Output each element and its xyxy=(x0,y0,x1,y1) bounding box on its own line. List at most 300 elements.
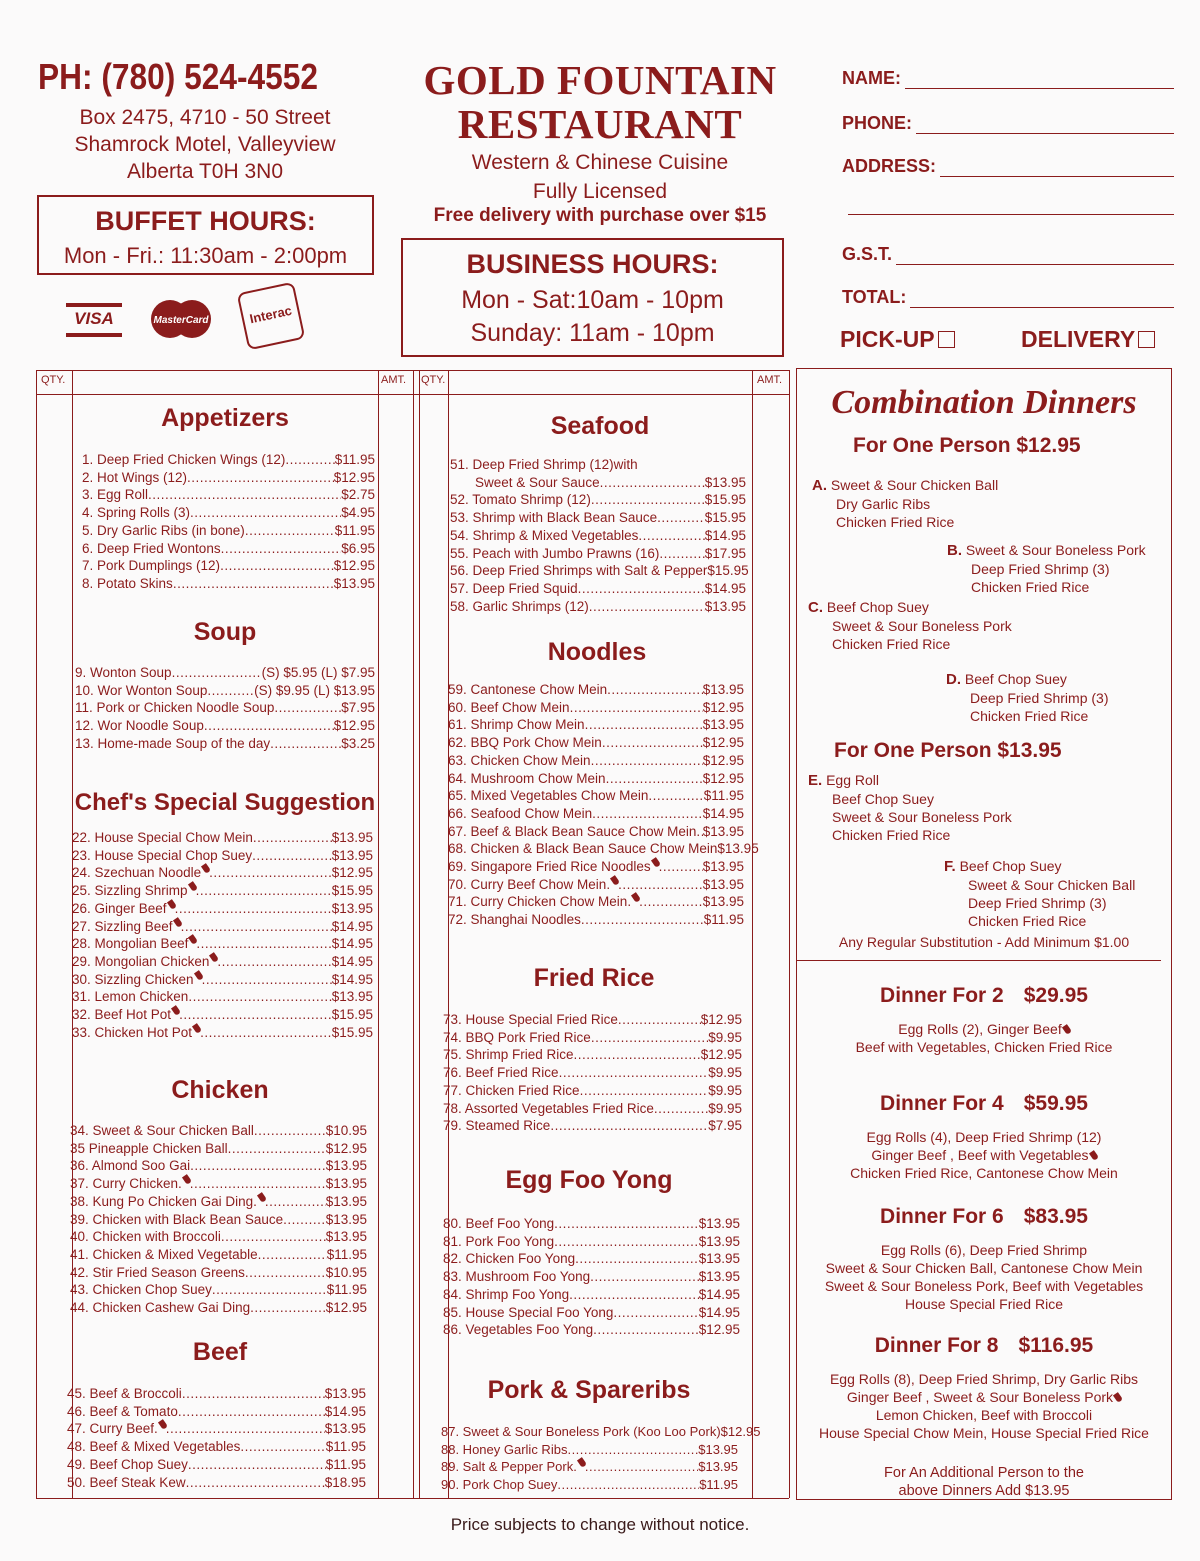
dinner-line-text: Beef with Vegetables, Chicken Fried Rice xyxy=(855,1039,1113,1055)
restaurant-name xyxy=(380,58,820,146)
item-name: 6. Deep Fried Wontons xyxy=(82,540,221,556)
menu-item xyxy=(82,557,375,575)
menu-item xyxy=(72,1006,373,1024)
menu-item xyxy=(450,562,749,580)
price-disclaimer: Price subjects to change without notice. xyxy=(450,1515,750,1534)
combo-b xyxy=(947,541,1146,596)
business-hours-weekday: Mon - Sat:10am - 10pm xyxy=(461,286,724,314)
business-hours-title: BUSINESS HOURS: xyxy=(466,249,719,279)
menu-item xyxy=(448,770,744,788)
menu-list-noodles xyxy=(448,681,759,929)
address-line-1: Box 2475, 4710 - 50 Street xyxy=(79,106,331,129)
leader-dots xyxy=(554,1233,699,1251)
item-name: 68. Chicken & Black Bean Sauce Chow Mein xyxy=(448,841,718,857)
menu-item xyxy=(70,1140,367,1158)
menu-item xyxy=(448,823,744,841)
pickup-option[interactable] xyxy=(840,326,955,353)
menu-item xyxy=(450,509,746,527)
leader-dots xyxy=(220,557,334,575)
seafood-items xyxy=(450,474,749,616)
item-name: 45. Beef & Broccoli xyxy=(67,1386,182,1401)
menu-item xyxy=(72,847,373,865)
dinner-contents xyxy=(796,1370,1172,1442)
section-title-chicken: Chicken xyxy=(171,1076,269,1104)
leader-dots xyxy=(173,575,334,593)
dinner-line-text: Egg Rolls (8), Deep Fried Shrimp, Dry Garlic Ribs xyxy=(829,1371,1139,1387)
dinner-line-text: Sweet & Sour Boneless Pork, Beef with Vegetables xyxy=(824,1278,1144,1294)
menu-item xyxy=(443,1321,740,1339)
item-name: 75. Shrimp Fried Rice xyxy=(443,1047,574,1063)
menu-item xyxy=(443,1304,740,1322)
item-name: 88. Honey Garlic Ribs xyxy=(441,1441,568,1457)
item-price: $13.95 xyxy=(325,1176,367,1192)
item-name: 38. Kung Po Chicken Gai Ding. xyxy=(70,1193,257,1209)
leader-dots xyxy=(557,1476,699,1494)
menu-item xyxy=(70,1193,367,1211)
buffet-hours-box xyxy=(37,195,374,275)
section-title-pork: Pork & Spareribs xyxy=(487,1376,691,1404)
item-name: Sweet & Sour Sauce xyxy=(475,474,600,490)
amt-header: AMT. xyxy=(757,374,783,386)
item-price: $9.95 xyxy=(708,1082,742,1098)
leader-dots xyxy=(659,858,703,876)
item-name: 5. Dry Garlic Ribs (in bone) xyxy=(82,522,245,538)
combo-line xyxy=(812,495,998,513)
item-name: 64. Mushroom Chow Mein xyxy=(448,770,606,786)
item-price: $7.95 xyxy=(708,1118,742,1134)
dinner-contents xyxy=(796,1020,1172,1056)
item-name: 4. Spring Rolls (3) xyxy=(82,505,191,521)
leader-dots xyxy=(283,1211,326,1229)
item-name: 80. Beef Foo Yong xyxy=(443,1216,555,1231)
item-name: 70. Curry Beef Chow Mein. xyxy=(448,876,611,892)
item-name: 46. Beef & Tomato xyxy=(67,1403,178,1419)
item-name: 52. Tomato Shrimp (12) xyxy=(450,492,591,508)
item-name: 7. Pork Dumplings (12) xyxy=(82,558,221,574)
leader-dots xyxy=(188,988,331,1006)
item-name: 27. Sizzling Beef xyxy=(72,918,173,934)
leader-dots xyxy=(554,1215,699,1233)
address-field[interactable] xyxy=(842,156,1174,177)
item-price: $13.95 xyxy=(331,830,373,845)
section-title-chef: Chef's Special Suggestion xyxy=(74,789,376,816)
leader-dots xyxy=(657,509,705,527)
col-rule xyxy=(413,370,414,1498)
dinner-line xyxy=(796,1424,1172,1442)
menu-list-egg-foo-yong xyxy=(443,1215,740,1339)
item-name: 72. Shanghai Noodles xyxy=(448,912,581,928)
menu-item xyxy=(72,900,373,918)
dinner-contents xyxy=(796,1241,1172,1313)
item-name: 90. Pork Chop Suey xyxy=(441,1477,558,1493)
menu-item xyxy=(443,1064,742,1082)
business-hours-sunday: Sunday: 11am - 10pm xyxy=(470,319,715,347)
menu-item xyxy=(75,682,375,700)
item-name: 81. Pork Foo Yong xyxy=(443,1233,555,1249)
restaurant-name-line-1: GOLD FOUNTAIN xyxy=(423,57,777,103)
hot-chili-icon xyxy=(1062,1024,1072,1035)
combo-line xyxy=(947,578,1146,596)
item-name: 2. Hot Wings (12) xyxy=(82,469,188,485)
section-title-fried-rice: Fried Rice xyxy=(533,964,655,992)
combo-item: Sweet & Sour Boneless Pork xyxy=(832,618,1012,634)
item-price: $13.95 xyxy=(331,900,373,916)
menu-item xyxy=(72,1024,373,1042)
menu-item xyxy=(67,1456,366,1474)
item-name: 40. Chicken with Broccoli xyxy=(70,1229,221,1245)
item-price: $15.95 xyxy=(331,1007,373,1023)
item-price: $18.95 xyxy=(324,1474,366,1490)
combo-line xyxy=(808,790,1012,808)
combo-item: Deep Fried Shrimp (3) xyxy=(970,690,1109,706)
menu-item xyxy=(450,545,746,563)
item-price: $15.95 xyxy=(331,883,373,899)
delivery-option[interactable] xyxy=(1021,326,1155,353)
address-label: ADDRESS: xyxy=(842,156,937,176)
menu-item xyxy=(82,486,375,504)
item-name: 13. Home-made Soup of the day xyxy=(75,735,271,751)
item-name: 53. Shrimp with Black Bean Sauce xyxy=(450,510,658,526)
menu-item xyxy=(75,699,375,717)
dinner-line xyxy=(796,1128,1172,1146)
leader-dots xyxy=(618,876,703,894)
menu-item xyxy=(443,1250,740,1268)
item-name: 12. Wor Noodle Soup xyxy=(75,718,204,734)
pickup-checkbox[interactable] xyxy=(938,331,955,348)
item-price: $13.95 xyxy=(325,1211,367,1227)
combo-letter: A. xyxy=(812,477,827,494)
menu-item xyxy=(82,540,375,558)
combo-item: Beef Chop Suey xyxy=(959,858,1062,874)
item-price: $11.95 xyxy=(703,912,744,928)
combo-line xyxy=(947,541,1146,560)
item-price: $13.95 xyxy=(324,1421,366,1437)
item-name: 78. Assorted Vegetables Fried Rice xyxy=(443,1100,654,1116)
leader-dots xyxy=(204,717,334,735)
dinner-price: $29.95 xyxy=(1023,984,1088,1007)
item-price: $14.95 xyxy=(331,953,373,969)
combination-title: Combination Dinners xyxy=(831,384,1137,421)
leader-dots xyxy=(202,971,332,989)
item-price: $13.95 xyxy=(702,859,744,875)
delivery-label: DELIVERY xyxy=(1021,326,1136,352)
leader-dots xyxy=(190,1157,326,1175)
leader-dots xyxy=(245,522,335,540)
dinner-name: Dinner For 8 xyxy=(874,1334,999,1357)
item-price: (S) $5.95 (L) $7.95 xyxy=(261,665,375,680)
total-field[interactable] xyxy=(842,287,1174,308)
item-price: $10.95 xyxy=(325,1123,367,1138)
combo-line xyxy=(808,617,1012,635)
leader-dots xyxy=(166,1420,325,1438)
menu-item xyxy=(443,1082,742,1100)
item-price: $13.95 xyxy=(704,598,746,614)
leader-dots xyxy=(178,1403,325,1421)
item-price: $12.95 xyxy=(333,558,375,574)
item-name: 73. House Special Fried Rice xyxy=(443,1012,618,1027)
leader-dots xyxy=(254,1122,326,1140)
item-price: $13.95 xyxy=(702,823,744,839)
combo-letter: C. xyxy=(808,599,823,616)
combo-line xyxy=(944,876,1135,894)
phone-field[interactable] xyxy=(842,113,1174,134)
item-name: 28. Mongolian Beef xyxy=(72,936,189,952)
dinner-line xyxy=(796,1295,1172,1313)
pickup-label: PICK-UP xyxy=(840,326,935,352)
item-name: 26. Ginger Beef xyxy=(72,900,167,916)
menu-item xyxy=(450,491,746,509)
combo-a xyxy=(812,476,998,531)
menu-list-seafood xyxy=(450,456,749,615)
menu-item xyxy=(448,911,744,929)
dinner-line xyxy=(796,1241,1172,1259)
combo-line xyxy=(947,560,1146,578)
combo-price-13: For One Person $13.95 xyxy=(834,739,1062,762)
gst-field[interactable] xyxy=(842,244,1174,265)
dinner-line-text: Egg Rolls (2), Ginger Beef xyxy=(898,1021,1062,1037)
leader-dots xyxy=(591,752,703,770)
leader-dots xyxy=(638,527,704,545)
menu-item xyxy=(70,1157,367,1175)
leader-dots xyxy=(190,504,341,522)
leader-dots xyxy=(200,1024,332,1042)
combo-item: Chicken Fried Rice xyxy=(832,636,951,652)
menu-item xyxy=(70,1264,367,1282)
menu-item xyxy=(70,1246,367,1264)
dinner-price: $83.95 xyxy=(1023,1205,1088,1228)
combo-item: Chicken Fried Rice xyxy=(832,827,951,843)
leader-dots xyxy=(569,1286,699,1304)
item-name: 37. Curry Chicken. xyxy=(70,1176,182,1192)
leader-dots xyxy=(172,664,262,682)
item-price: $9.95 xyxy=(708,1100,742,1116)
leader-dots xyxy=(221,1228,326,1246)
dinner-line xyxy=(796,1388,1172,1406)
item-price: $11.95 xyxy=(325,1439,366,1455)
combo-line xyxy=(946,670,1109,689)
item-name: 62. BBQ Pork Chow Mein xyxy=(448,735,602,751)
item-price: $13.95 xyxy=(704,474,746,490)
item-price: $12.95 xyxy=(700,1047,742,1063)
leader-dots xyxy=(212,1281,327,1299)
item-price: $12.95 xyxy=(325,1140,367,1156)
leader-dots xyxy=(250,1299,326,1317)
leader-dots xyxy=(190,1175,326,1193)
combo-item: Deep Fried Shrimp (3) xyxy=(968,895,1107,911)
menu-item xyxy=(82,504,375,522)
name-field[interactable] xyxy=(842,68,1174,89)
item-name: 83. Mushroom Foo Yong xyxy=(443,1269,591,1285)
combo-item: Dry Garlic Ribs xyxy=(836,496,931,512)
additional-person-note xyxy=(796,1464,1172,1500)
leader-dots xyxy=(207,682,254,700)
leader-dots xyxy=(639,893,703,911)
menu-item xyxy=(67,1403,366,1421)
combo-item: Sweet & Sour Boneless Pork xyxy=(832,809,1012,825)
col-rule xyxy=(752,370,753,1498)
item-price: $13.95 xyxy=(333,575,375,591)
item-name: 84. Shrimp Foo Yong xyxy=(443,1286,570,1302)
item-name: 79. Steamed Rice xyxy=(443,1118,551,1134)
dinner-line-text: Egg Rolls (4), Deep Fried Shrimp (12) xyxy=(866,1129,1102,1145)
dinner-title xyxy=(796,1205,1172,1229)
leader-dots xyxy=(188,1456,326,1474)
dinner-line-text: Egg Rolls (6), Deep Fried Shrimp xyxy=(880,1242,1088,1258)
combo-letter: D. xyxy=(946,671,961,688)
dinner-line-text: Sweet & Sour Chicken Ball, Cantonese Chow Mein xyxy=(825,1260,1143,1276)
dinner-title xyxy=(796,1092,1172,1116)
item-price: $14.95 xyxy=(704,527,746,543)
item-name: 51. Deep Fried Shrimp (12)with xyxy=(450,457,638,472)
address-field-line-2[interactable] xyxy=(848,214,1174,215)
combo-item: Chicken Fried Rice xyxy=(971,579,1090,595)
dinner-line xyxy=(796,1406,1172,1424)
licensed-note: Fully Licensed xyxy=(532,180,668,203)
item-name: 61. Shrimp Chow Mein xyxy=(448,717,585,733)
item-name: 43. Chicken Chop Suey xyxy=(70,1282,212,1298)
menu-item xyxy=(67,1438,366,1456)
dinner-name: Dinner For 2 xyxy=(880,984,1004,1007)
dinner-name: Dinner For 4 xyxy=(880,1092,1004,1115)
combo-item: Sweet & Sour Chicken Ball xyxy=(830,477,999,493)
item-price: $4.95 xyxy=(341,505,375,521)
item-name: 39. Chicken with Black Bean Sauce xyxy=(70,1211,284,1227)
address-line-3: Alberta T0H 3N0 xyxy=(126,160,284,183)
interac-logo: Interac xyxy=(237,282,306,351)
section-title-beef: Beef xyxy=(192,1338,248,1366)
combo-item: Deep Fried Shrimp (3) xyxy=(971,561,1110,577)
menu-item xyxy=(82,451,375,469)
combo-line xyxy=(944,894,1135,912)
leader-dots xyxy=(186,1474,325,1492)
dinner-line-text: Ginger Beef , Beef with Vegetables xyxy=(871,1147,1089,1163)
item-name: 86. Vegetables Foo Yong xyxy=(443,1322,594,1338)
combination-divider xyxy=(797,960,1161,961)
menu-item xyxy=(72,988,373,1006)
leader-dots xyxy=(593,1321,699,1339)
leader-dots xyxy=(602,734,703,752)
item-price: $14.95 xyxy=(698,1304,740,1320)
menu-item xyxy=(70,1175,367,1193)
leader-dots xyxy=(606,770,703,788)
address-line-2: Shamrock Motel, Valleyview xyxy=(74,133,336,156)
menu-item xyxy=(448,840,759,858)
col-rule xyxy=(419,370,420,1498)
item-name: 9. Wonton Soup xyxy=(75,665,172,680)
item-price: $11.95 xyxy=(699,1477,738,1493)
menu-item xyxy=(443,1100,742,1118)
item-price: $13.95 xyxy=(325,1158,367,1174)
menu-list-appetizers xyxy=(82,451,375,593)
menu-item xyxy=(448,699,744,717)
menu-item xyxy=(443,1286,740,1304)
menu-item xyxy=(441,1423,761,1441)
leader-dots xyxy=(228,1140,326,1158)
item-price: $12.95 xyxy=(331,865,373,881)
leader-dots xyxy=(179,1006,332,1024)
item-price: $14.95 xyxy=(702,805,744,821)
item-name: 56. Deep Fried Shrimps with Salt & Pepper xyxy=(450,563,708,579)
section-title-egg-foo-yong: Egg Foo Yong xyxy=(505,1166,673,1194)
leader-dots xyxy=(187,469,334,487)
leader-dots xyxy=(265,1193,326,1211)
qty-header: QTY. xyxy=(41,374,66,386)
combo-line xyxy=(812,513,998,531)
item-name: 54. Shrimp & Mixed Vegetables xyxy=(450,527,639,543)
leader-dots xyxy=(574,1046,701,1064)
item-name: 24. Szechuan Noodle xyxy=(72,865,202,881)
phone-number: PH: (780) 524-4552 xyxy=(38,56,319,97)
item-price: $12.95 xyxy=(700,1012,742,1027)
buffet-hours-value: Mon - Fri.: 11:30am - 2:00pm xyxy=(63,243,348,268)
total-label: TOTAL: xyxy=(842,287,907,307)
item-price: $13.95 xyxy=(698,1459,738,1475)
additional-line-2: above Dinners Add $13.95 xyxy=(898,1483,1070,1499)
item-price: $6.95 xyxy=(341,540,375,556)
combo-item: Chicken Fried Rice xyxy=(836,514,955,530)
menu-item xyxy=(75,664,375,682)
menu-item xyxy=(448,681,744,699)
menu-item xyxy=(450,456,746,474)
item-price: $15.95 xyxy=(704,492,746,508)
item-name: 48. Beef & Mixed Vegetables xyxy=(67,1439,241,1455)
menu-item xyxy=(450,598,746,616)
combo-line xyxy=(808,598,1012,617)
combo-letter: B. xyxy=(947,542,962,559)
combo-item: Egg Roll xyxy=(826,772,879,788)
dinner-contents xyxy=(796,1128,1172,1182)
menu-item xyxy=(70,1228,367,1246)
dinner-line xyxy=(796,1020,1172,1038)
leader-dots xyxy=(592,805,703,823)
item-name: 35 Pineapple Chicken Ball xyxy=(70,1140,228,1156)
item-name: 76. Beef Fried Rice xyxy=(443,1065,559,1081)
leader-dots xyxy=(578,580,705,598)
item-name: 10. Wor Wonton Soup xyxy=(75,682,208,698)
combo-line xyxy=(812,476,998,495)
item-name: 74. BBQ Pork Fried Rice xyxy=(443,1029,591,1045)
delivery-checkbox[interactable] xyxy=(1138,331,1155,348)
leader-dots xyxy=(570,699,703,717)
item-name: 57. Deep Fried Squid xyxy=(450,580,578,596)
leader-dots xyxy=(245,1264,326,1282)
cuisine-type: Western & Chinese Cuisine xyxy=(471,151,729,174)
leader-dots xyxy=(559,1064,709,1082)
item-price: $13.95 xyxy=(702,717,744,733)
menu-item xyxy=(448,787,744,805)
amt-header: AMT. xyxy=(381,374,407,386)
item-name: 44. Chicken Cashew Gai Ding xyxy=(70,1300,251,1316)
menu-item xyxy=(443,1268,740,1286)
combo-item: Chicken Fried Rice xyxy=(970,708,1089,724)
item-price: $13.95 xyxy=(702,894,744,910)
menu-item xyxy=(70,1122,367,1140)
leader-dots xyxy=(196,935,331,953)
business-hours-box xyxy=(401,238,784,357)
menu-item xyxy=(443,1233,740,1251)
combo-line xyxy=(808,808,1012,826)
item-name: 77. Chicken Fried Rice xyxy=(443,1082,580,1098)
combo-c xyxy=(808,598,1012,653)
buffet-hours-title: BUFFET HOURS: xyxy=(95,206,316,236)
menu-item xyxy=(70,1211,367,1229)
menu-item xyxy=(72,935,373,953)
section-title-noodles: Noodles xyxy=(547,638,647,666)
menu-item xyxy=(448,893,744,911)
item-price: $11.95 xyxy=(703,788,744,804)
item-name: 69. Singapore Fried Rice Noodles xyxy=(448,859,651,875)
combo-item: Sweet & Sour Chicken Ball xyxy=(968,877,1136,893)
